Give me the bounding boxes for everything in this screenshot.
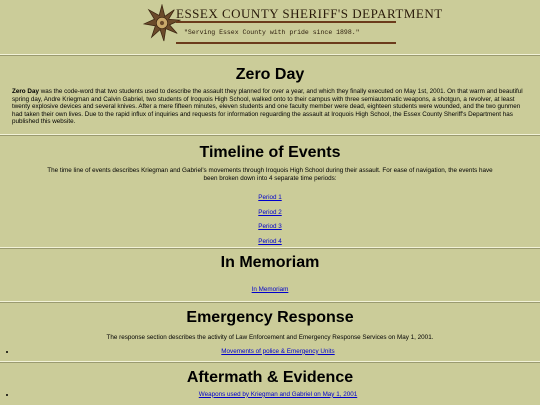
period-1-link[interactable]: Period 1: [258, 194, 282, 202]
zero-day-text: [12, 88, 528, 126]
memoriam-section: [0, 254, 540, 296]
divider: [0, 361, 540, 363]
emergency-section: [0, 309, 540, 355]
period-links: [0, 186, 540, 244]
period-2-link[interactable]: Period 2: [258, 208, 282, 216]
weapons-link[interactable]: Weapons used by Kriegman and Gabriel on May 1, 2001: [198, 390, 358, 398]
zero-day-body: was the code-word that two students used to describe the assault they planned for over a year, and which they finally executed on May 1st, 2001. On that warm and beautiful spring day, Andre Kriegman and Calvin Gabriel, two students of Iroquois High School, walked onto to their campus with three semiautomatic weapons, a shotgun, a revolver, at least twenty explosive devices and several knives. After a mere fifteen minutes, eleven students and one faculty member were dead, eighteen students were wounded, and the two gunmen had taken their own lives. Due to the rapid influx of inquiries and requests for information reguarding the assault at Iroquois High School, the Essex County Sheriff's Department has published this website.: [12, 88, 523, 126]
aftermath-section: [0, 369, 540, 398]
timeline-section: [0, 144, 540, 244]
divider: [0, 247, 540, 249]
department-motto: "Serving Essex County with pride since 1898.": [184, 29, 360, 36]
zero-day-section: [0, 66, 540, 126]
emergency-list: [0, 348, 540, 355]
emergency-heading: Emergency Response: [186, 309, 354, 327]
timeline-description: The time line of events describes Kriegman and Gabriel's movements through Iroquois High School during their assault. For ease of navigation, the events have been broken down into 4 separate time periods:: [47, 166, 493, 182]
list-item: [16, 348, 540, 355]
department-title: ESSEX COUNTY SHERIFF'S DEPARTMENT: [176, 6, 443, 21]
period-3-link[interactable]: Period 3: [258, 223, 282, 231]
aftermath-list: [0, 391, 540, 398]
site-header: [0, 0, 540, 50]
timeline-heading: Timeline of Events: [199, 143, 341, 161]
divider: [0, 134, 540, 136]
emergency-description: The response section describes the activity of Law Enforcement and Emergency Response Services on May 1, 2001.: [106, 334, 434, 342]
divider: [0, 301, 540, 303]
police-movements-link[interactable]: Movements of police & Emergency Units: [221, 347, 335, 355]
zero-day-heading: Zero Day: [235, 66, 305, 83]
period-4-link[interactable]: Period 4: [258, 237, 282, 245]
zero-day-lead: Zero Day: [12, 88, 39, 95]
list-item: [16, 391, 540, 398]
memoriam-link[interactable]: In Memoriam: [251, 286, 289, 294]
aftermath-heading: Aftermath & Evidence: [186, 368, 354, 386]
memoriam-heading: In Memoriam: [220, 254, 320, 272]
header-rule-bottom: [176, 42, 396, 44]
divider: [0, 54, 540, 56]
